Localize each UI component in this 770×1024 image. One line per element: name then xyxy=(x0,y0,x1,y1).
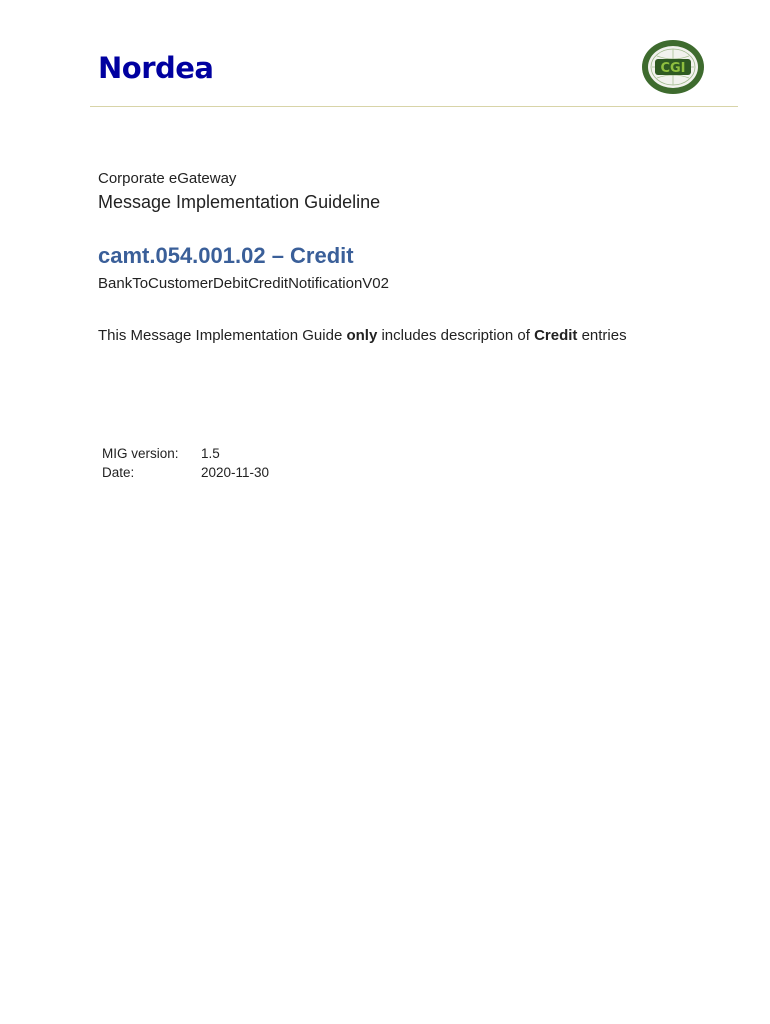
meta-row-date xyxy=(102,463,269,482)
cgi-logo-icon xyxy=(640,38,706,96)
meta-row-version xyxy=(102,444,269,463)
document-title: camt.054.001.02 – Credit xyxy=(98,243,354,268)
nordea-logo: Nordea xyxy=(98,51,214,85)
scope-note-part3: entries xyxy=(577,327,627,344)
product-name: Corporate eGateway xyxy=(98,170,237,187)
meta-label: MIG version: xyxy=(102,446,179,461)
scope-note xyxy=(98,327,627,344)
cgi-logo-letters: CGI xyxy=(660,61,686,76)
meta-value: 2020-11-30 xyxy=(201,465,270,480)
scope-note-part1: This Message Implementation Guide xyxy=(98,327,347,344)
header-divider xyxy=(90,106,738,107)
message-name: BankToCustomerDebitCreditNotificationV02 xyxy=(98,275,389,292)
meta-label: Date: xyxy=(102,465,135,480)
scope-note-part2: includes description of xyxy=(377,327,535,344)
guide-type: Message Implementation Guideline xyxy=(98,192,381,212)
scope-note-credit: Credit xyxy=(534,327,578,344)
meta-value: 1.5 xyxy=(201,446,220,461)
document-meta-table xyxy=(102,444,269,482)
scope-note-only: only xyxy=(346,327,378,344)
